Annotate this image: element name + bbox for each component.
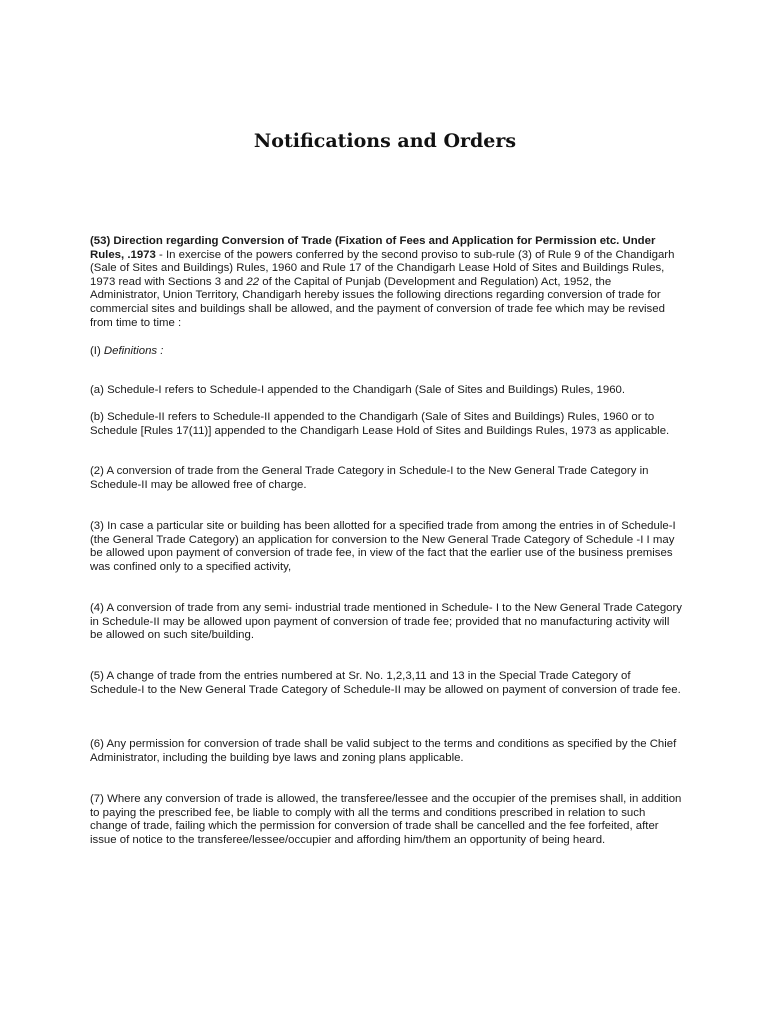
intro-heading: (53) Direction regarding Conversion of Trade (Fixation of Fees and Application for Permission etc. Under Rules, .1973	[90, 235, 656, 261]
paragraph-4: (4) A conversion of trade from any semi- industrial trade mentioned in Schedule- I to the New General Trade Category in Schedule-II may be allowed upon payment of conversion of trade fee; provided that no manufacturing activity will be allowed on such site/building.	[90, 602, 682, 642]
intro-text-a: - In exercise of the powers conferred by the second proviso to sub-rule (3) of Rule 9 of the Chandigarh (Sale of Sites and Buildings) Rules, 1960 and Rule 17 of the Chandigarh Lease Hold of Sites and Buildings Rules, 1973 read with Sections 3 and	[90, 248, 675, 288]
definition-a: (a) Schedule-I refers to Schedule-I appended to the Chandigarh (Sale of Sites and Buildings) Rules, 1960.	[90, 384, 626, 396]
paragraph-5: (5) A change of trade from the entries numbered at Sr. No. 1,2,3,11 and 13 in the Special Trade Category of Schedule-I to the New General Trade Category of Schedule-II may be allowed on payment of conversion of trade fee.	[90, 670, 681, 696]
definition-b: (b) Schedule-II refers to Schedule-II appended to the Chandigarh (Sale of Sites and Buildings) Rules, 1960 or to Schedule [Rules 17(11)] appended to the Chandigarh Lease Hold of Sites and Buildings Rules, 1973 as applicable.	[90, 411, 670, 437]
intro-text-b: of the Capital of Punjab (Development and Regulation) Act, 1952, the Administrator, Union Territory, Chandigarh hereby issues the following directions regarding conversion of trade for commercial sites and buildings shall be allowed, and the payment of conversion of trade fee which may be revised from time to time :	[90, 275, 665, 329]
paragraph-3: (3) In case a particular site or building has been allotted for a specified trade from among the entries in of Schedule-I (the General Trade Category) an application for conversion to the New General Trade Category of Schedule -I I may be allowed upon payment of conversion of trade fee, in view of the fact that the earlier use of the business premises was confined only to a specified activity,	[90, 520, 676, 573]
paragraph-2: (2) A conversion of trade from the General Trade Category in Schedule-I to the New General Trade Category in Schedule-II may be allowed free of charge.	[90, 465, 649, 491]
definitions-label: Definitions :	[103, 345, 164, 357]
definitions-heading	[90, 345, 682, 359]
intro-section-number: 22	[246, 275, 260, 288]
intro-paragraph	[90, 235, 682, 330]
paragraph-7: (7) Where any conversion of trade is allowed, the transferee/lessee and the occupier of the premises shall, in addition to paying the prescribed fee, be liable to comply with all the terms and conditions prescribed in relation to such change of trade, failing which the permission for conversion of trade shall be cancelled and the fee forfeited, after issue of notice to the transferee/lessee/occupier and affording him/them an opportunity of being heard.	[90, 793, 682, 846]
paragraph-6: (6) Any permission for conversion of trade shall be valid subject to the terms and conditions as specified by the Chief Administrator, including the building bye laws and zoning plans applicable.	[90, 738, 677, 764]
definitions-prefix: (I)	[90, 345, 104, 357]
page-title: Notifications and Orders	[253, 130, 517, 152]
